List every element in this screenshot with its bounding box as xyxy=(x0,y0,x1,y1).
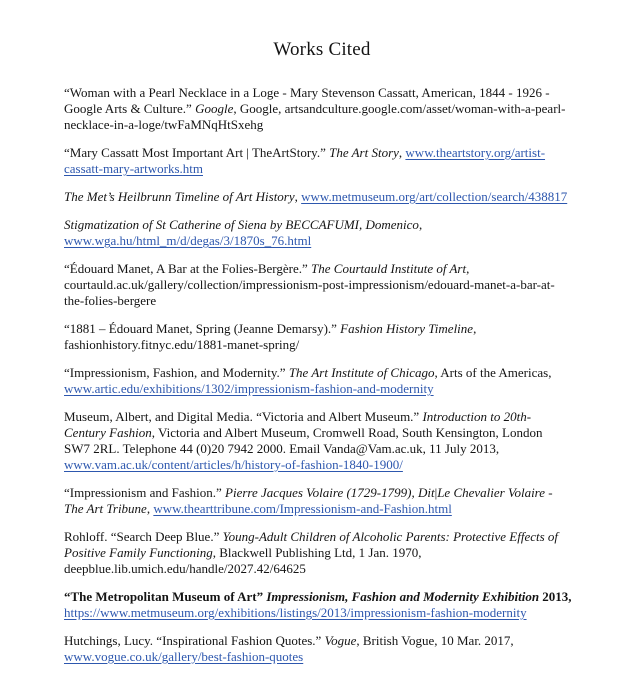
citation-text: , xyxy=(146,501,154,516)
citation-line xyxy=(64,561,580,577)
text-cursor: | xyxy=(434,485,438,500)
citation-text: Young-Adult Children of Alcoholic Parents: Protective Effects of xyxy=(222,529,559,544)
citation-line xyxy=(64,189,580,205)
citation-line xyxy=(64,605,580,621)
citation-text: Google xyxy=(195,101,234,116)
citation-text: “1881 – Édouard Manet, Spring (Jeanne Demarsy).” xyxy=(64,321,341,336)
citation-text: Museum, Albert, and Digital Media. “Victoria and Albert Museum.” xyxy=(64,409,423,424)
citation-text: Pierre Jacques Volaire (1729-1799), Dit xyxy=(225,485,435,500)
citation-link[interactable]: cassatt-mary-artworks.htm xyxy=(64,161,203,176)
citation xyxy=(64,261,580,309)
citation-text: The Art Story xyxy=(329,145,399,160)
citation-text: The Art Tribune xyxy=(64,501,147,516)
citation-text: Rohloff. “Search Deep Blue.” xyxy=(64,529,223,544)
citation-text: Google Arts & Culture.” xyxy=(64,101,196,116)
citation-text: , Google, artsandculture.google.com/asset/woman-with-a-pearl- xyxy=(233,101,566,116)
citation xyxy=(64,633,580,665)
citation xyxy=(64,409,580,473)
citation-line xyxy=(64,261,580,277)
citation-link[interactable]: www.vam.ac.uk/content/articles/h/history-of-fashion-1840-1900/ xyxy=(64,457,403,472)
citation-line xyxy=(64,381,580,397)
citation-line xyxy=(64,457,580,473)
citation-line xyxy=(64,545,580,561)
citation-line xyxy=(64,441,580,457)
citation xyxy=(64,85,580,133)
citation-link[interactable]: www.wga.hu/html_m/d/degas/3/1870s_76.html xyxy=(64,233,312,248)
citation-line xyxy=(64,409,580,425)
citation-text: necklace-in-a-loge/twFaMNqHtSxehg xyxy=(64,117,264,132)
citation-line xyxy=(64,589,580,605)
citation-line xyxy=(64,85,580,101)
citation-text: Le Chevalier Volaire - xyxy=(437,485,553,500)
citation-line xyxy=(64,365,580,381)
citation-line xyxy=(64,117,580,133)
citation-text: Hutchings, Lucy. “Inspirational Fashion Quotes.” xyxy=(64,633,325,648)
citation-text: Introduction to 20th- xyxy=(422,409,532,424)
citation-line xyxy=(64,529,580,545)
citation-text: “Édouard Manet, A Bar at the Folies-Bergère.” xyxy=(64,261,312,276)
citation-text: 2013, xyxy=(539,589,572,604)
citation-line xyxy=(64,101,580,117)
citation xyxy=(64,365,580,397)
citation-text: Stigmatization of St Catherine of Siena by BECCAFUMI, Domenico xyxy=(64,217,419,232)
citation-line xyxy=(64,145,580,161)
citation-text: Impressionism, Fashion and Modernity Exhibition xyxy=(266,589,540,604)
citation xyxy=(64,321,580,353)
citation-text: , British Vogue, 10 Mar. 2017, xyxy=(356,633,514,648)
citation-link[interactable]: www.artic.edu/exhibitions/1302/impressionism-fashion-and-modernity xyxy=(64,381,434,396)
citation-line xyxy=(64,425,580,441)
citation-text: the-folies-bergere xyxy=(64,293,157,308)
citation-text: fashionhistory.fitnyc.edu/1881-manet-spring/ xyxy=(64,337,300,352)
citation xyxy=(64,145,580,177)
citation xyxy=(64,485,580,517)
citation-line xyxy=(64,293,580,309)
citation-text: Century Fashion xyxy=(64,425,152,440)
citation-line xyxy=(64,337,580,353)
citation-text: , Victoria and Albert Museum, Cromwell Road, South Kensington, London xyxy=(151,425,543,440)
citation-text: deepblue.lib.umich.edu/handle/2027.42/64625 xyxy=(64,561,306,576)
citation-link[interactable]: www.theartstory.org/artist- xyxy=(405,145,546,160)
citation-line xyxy=(64,501,580,517)
citation-text: “Impressionism and Fashion.” xyxy=(64,485,226,500)
citation-link[interactable]: https://www.metmuseum.org/exhibitions/listings/2013/impressionism-fashion-modernity xyxy=(64,605,527,620)
citation-text: “Impressionism, Fashion, and Modernity.” xyxy=(64,365,289,380)
citation-line xyxy=(64,321,580,337)
citation-line xyxy=(64,633,580,649)
citation-text: Fashion History Timeline xyxy=(340,321,474,336)
citation-line xyxy=(64,161,580,177)
citation-line xyxy=(64,217,580,233)
citation-line xyxy=(64,233,580,249)
citation xyxy=(64,589,580,621)
citation-line xyxy=(64,277,580,293)
citation-text: Positive Family Functioning xyxy=(64,545,213,560)
citation-text: The Met’s Heilbrunn Timeline of Art History xyxy=(64,189,295,204)
citation-link[interactable]: www.metmuseum.org/art/collection/search/438817 xyxy=(301,189,568,204)
citation-text: , xyxy=(418,217,423,232)
citation-link[interactable]: www.thearttribune.com/Impressionism-and-Fashion.html xyxy=(153,501,452,516)
citation-text: , Arts of the Americas, xyxy=(434,365,552,380)
citation-text: “The Metropolitan Museum of Art” xyxy=(64,589,267,604)
citation-text: courtauld.ac.uk/gallery/collection/impressionism-post-impressionism/edouard-manet-a-bar-at- xyxy=(64,277,555,292)
citation-text: , xyxy=(473,321,477,336)
citation-text: The Art Institute of Chicago xyxy=(288,365,435,380)
citation-text: , xyxy=(294,189,302,204)
citation xyxy=(64,217,580,249)
citation-text: , xyxy=(398,145,406,160)
page-title: Works Cited xyxy=(273,39,371,60)
citation xyxy=(64,189,580,205)
citation-line xyxy=(64,485,580,501)
citation-text: Vogue xyxy=(324,633,357,648)
citation xyxy=(64,529,580,577)
citation-text: “Mary Cassatt Most Important Art | TheArtStory.” xyxy=(64,145,330,160)
citation-line xyxy=(64,649,580,665)
citation-text: “Woman with a Pearl Necklace in a Loge - Mary Stevenson Cassatt, American, 1844 - 1926 - xyxy=(64,85,550,100)
citation-link[interactable]: www.vogue.co.uk/gallery/best-fashion-quotes xyxy=(64,649,304,664)
citation-text: , xyxy=(466,261,470,276)
citation-text: The Courtauld Institute of Art xyxy=(311,261,467,276)
citation-text: SW7 2RL. Telephone 44 (0)20 7942 2000. Email Vanda@Vam.ac.uk, 11 July 2013, xyxy=(64,441,500,456)
citation-list xyxy=(64,85,580,665)
citation-text: , Blackwell Publishing Ltd, 1 Jan. 1970, xyxy=(212,545,422,560)
